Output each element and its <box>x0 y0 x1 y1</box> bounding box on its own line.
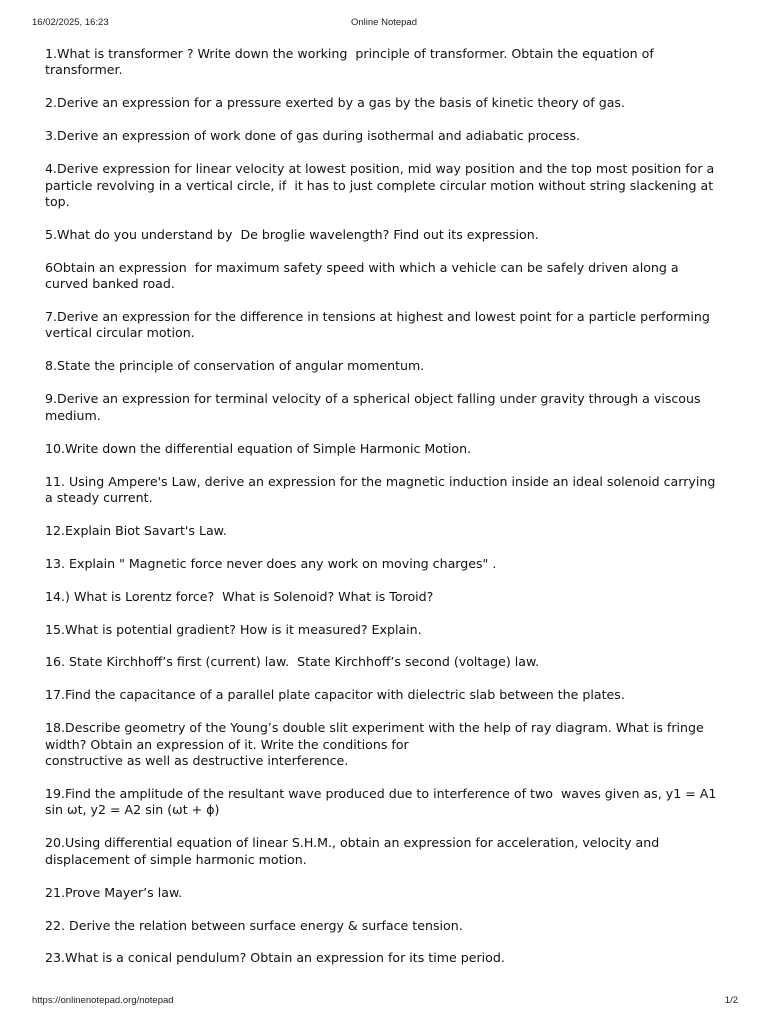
question-13: 13. Explain " Magnetic force never does any work on moving charges" . <box>45 555 497 571</box>
question-2: 2.Derive an expression for a pressure exerted by a gas by the basis of kinetic theory of gas. <box>45 95 625 111</box>
question-18: 18.Describe geometry of the Young’s double slit experiment with the help of ray diagram. What is fringe width? Obtain an expression of it. Write the conditions for constructive as well as destructive interference. <box>45 720 704 769</box>
question-4: 4.Derive expression for linear velocity at lowest position, mid way position and the top most position for a particle revolving in a vertical circle, if it has to just complete circular motion without string slackening at top. <box>45 161 719 209</box>
question-1: 1.What is transformer ? Write down the working principle of transformer. Obtain the equation of transformer. <box>45 46 658 78</box>
question-3: 3.Derive an expression of work done of gas during isothermal and adiabatic process. <box>45 128 581 144</box>
question-9: 9.Derive an expression for terminal velocity of a spherical object falling under gravity through a viscous medium. <box>45 391 705 423</box>
question-21: 21.Prove Mayer’s law. <box>45 884 183 900</box>
print-url: https://onlinenotepad.org/notepad <box>32 995 174 1006</box>
question-5: 5.What do you understand by De broglie wavelength? Find out its expression. <box>45 226 539 242</box>
question-12: 12.Explain Biot Savart's Law. <box>45 522 227 538</box>
print-footer <box>0 994 768 1008</box>
question-8: 8.State the principle of conservation of angular momentum. <box>45 358 425 374</box>
notepad-content <box>45 46 725 983</box>
print-header <box>0 16 768 30</box>
print-datetime: 16/02/2025, 16:23 <box>32 17 109 28</box>
question-16: 16. State Kirchhoff’s first (current) law. State Kirchhoff’s second (voltage) law. <box>45 654 540 670</box>
question-7: 7.Derive an expression for the difference in tensions at highest and lowest point for a particle performing vertical circular motion. <box>45 309 714 341</box>
question-10: 10.Write down the differential equation of Simple Harmonic Motion. <box>45 440 472 456</box>
question-20: 20.Using differential equation of linear S.H.M., obtain an expression for acceleration, velocity and displacement of simple harmonic motion. <box>45 835 664 867</box>
print-title: Online Notepad <box>350 17 418 28</box>
question-22: 22. Derive the relation between surface energy & surface tension. <box>45 917 463 933</box>
question-23: 23.What is a conical pendulum? Obtain an expression for its time period. <box>45 950 505 966</box>
question-11: 11. Using Ampere's Law, derive an expression for the magnetic induction inside an ideal solenoid carrying a steady current. <box>45 473 720 505</box>
question-14: 14.) What is Lorentz force? What is Solenoid? What is Toroid? <box>45 588 434 604</box>
question-19: 19.Find the amplitude of the resultant wave produced due to interference of two waves given as, y1 = A1 sin ωt, y2 = A2 sin (ωt + ϕ) <box>45 785 721 818</box>
page-number: 1/2 <box>724 995 738 1006</box>
question-15: 15.What is potential gradient? How is it measured? Explain. <box>45 621 422 637</box>
question-6: 6Obtain an expression for maximum safety speed with which a vehicle can be safely driven along a curved banked road. <box>45 259 683 292</box>
question-17: 17.Find the capacitance of a parallel plate capacitor with dielectric slab between the plates. <box>45 687 625 703</box>
